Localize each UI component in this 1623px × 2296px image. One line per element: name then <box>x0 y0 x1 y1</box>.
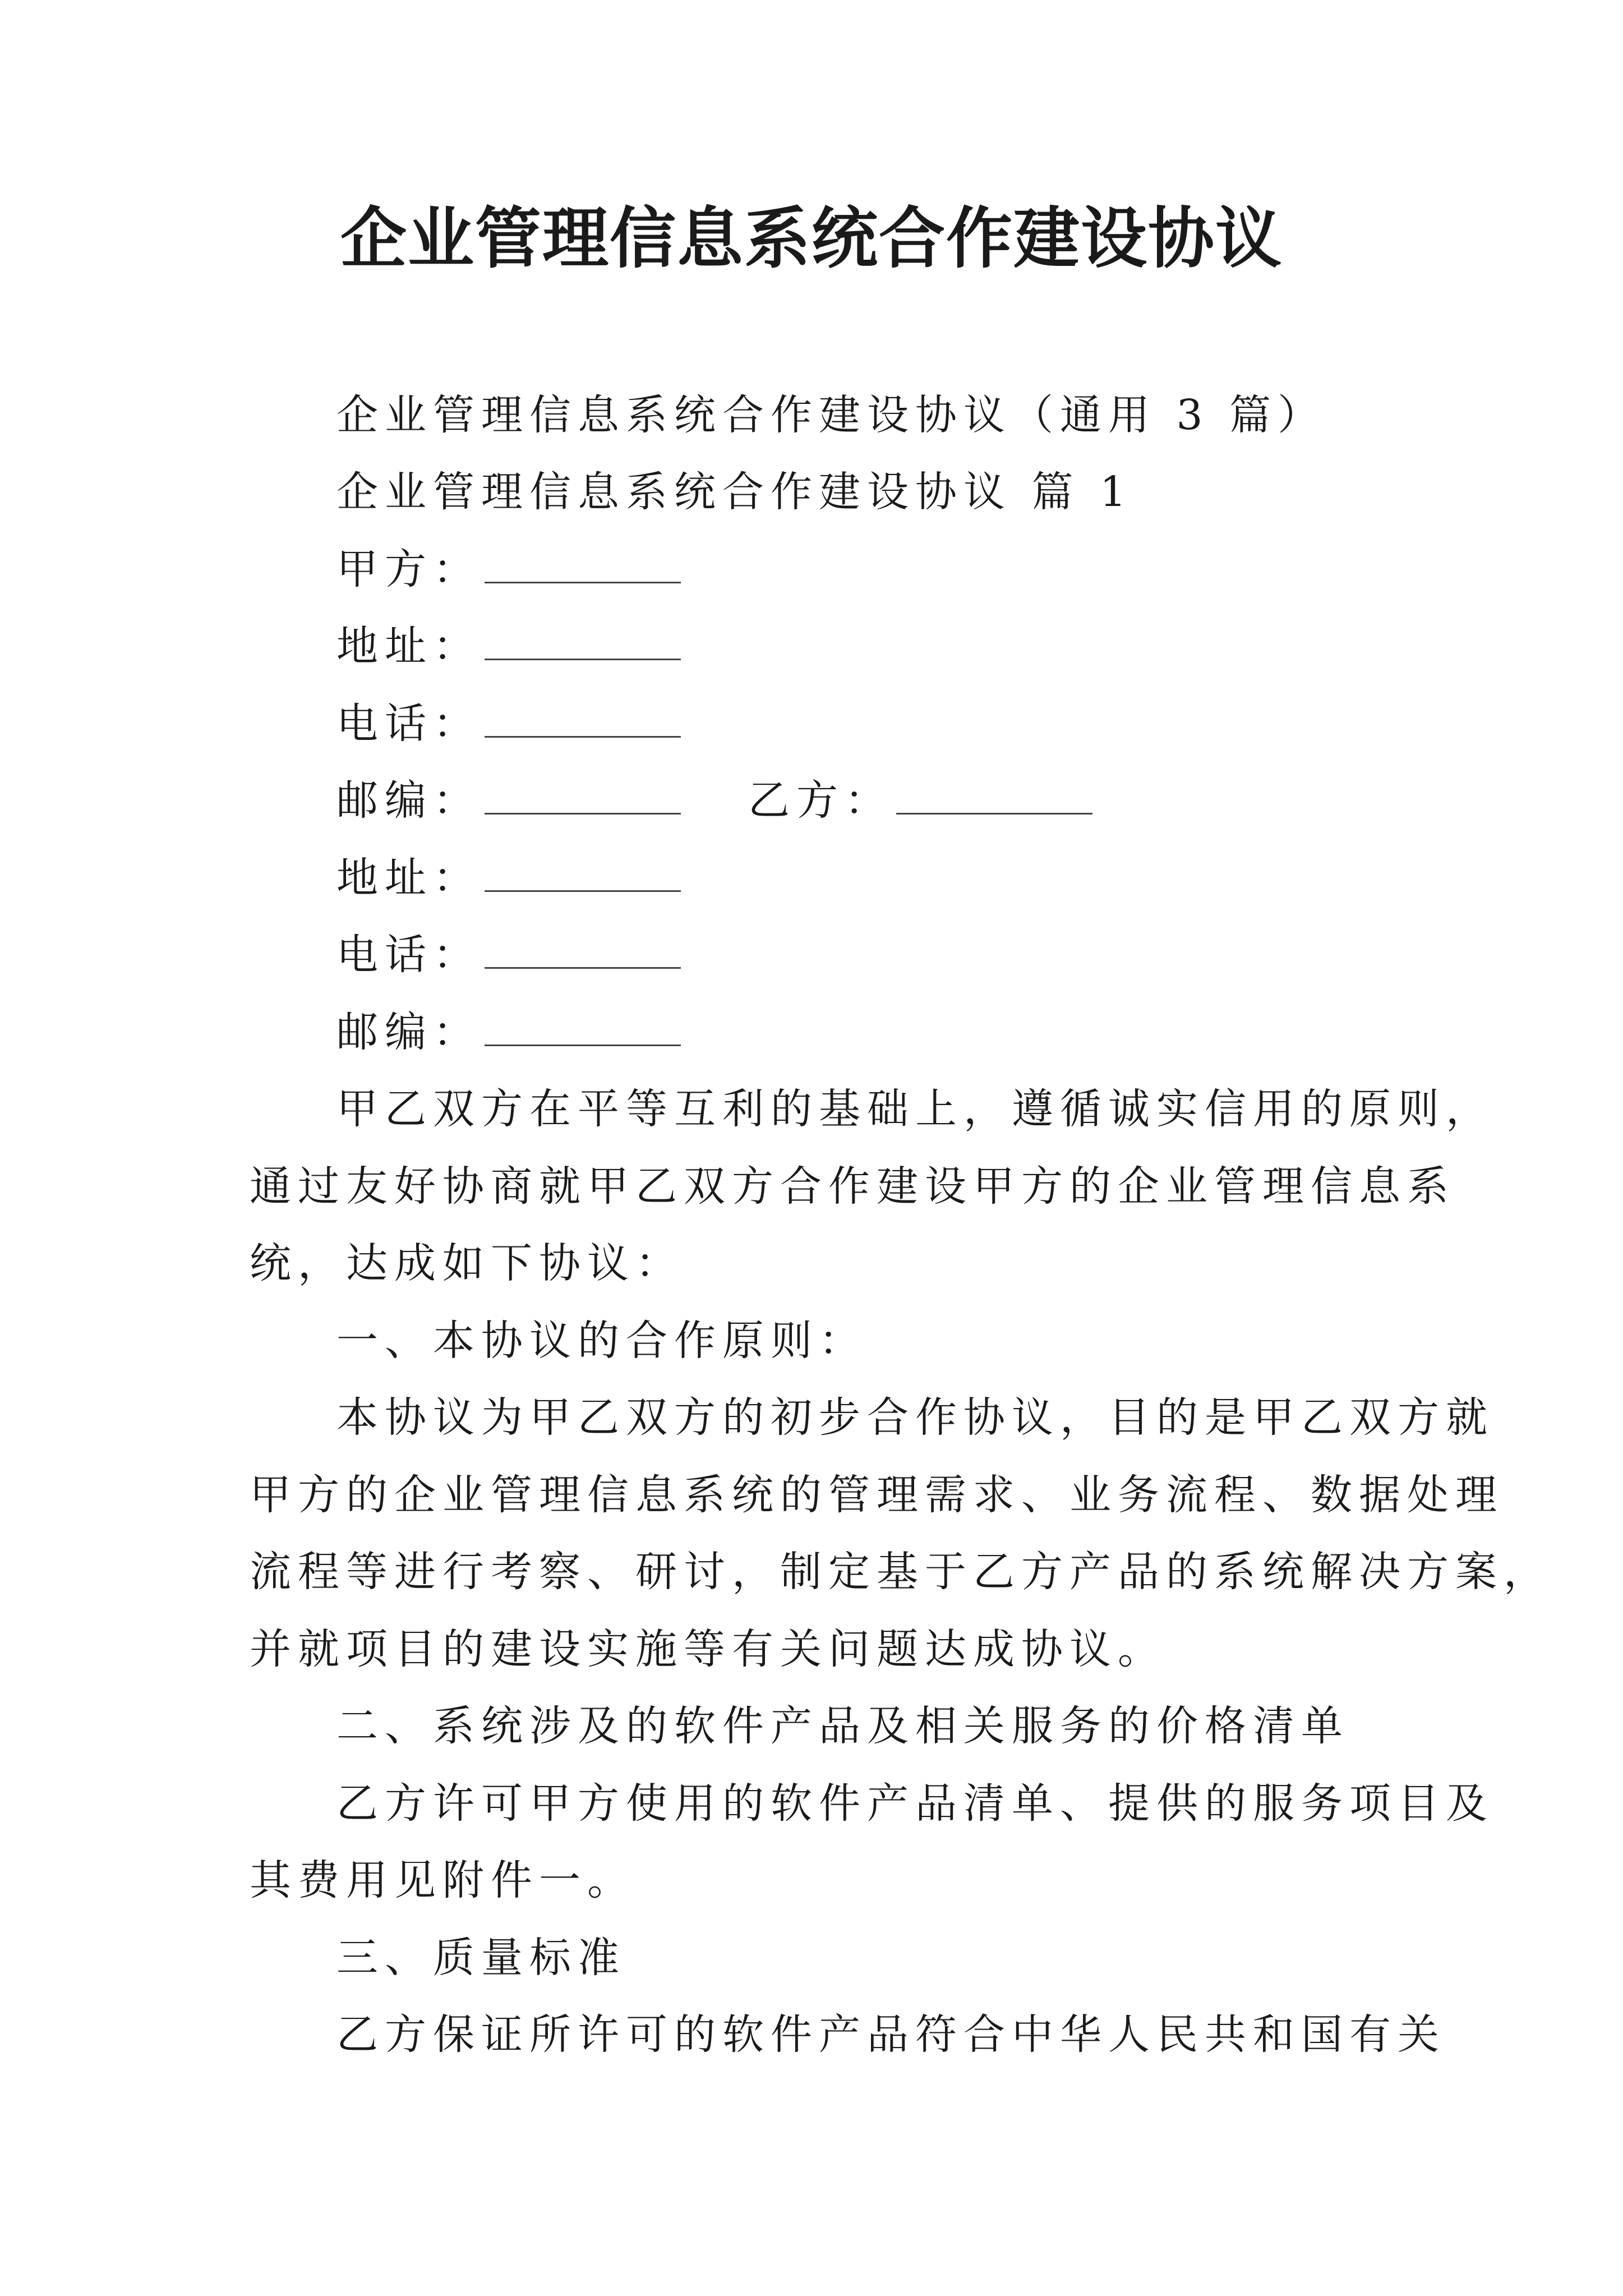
party-a-phone-blank[interactable] <box>485 734 681 738</box>
party-b-name-blank[interactable] <box>896 811 1092 815</box>
document-title: 企业管理信息系统合作建设协议 <box>340 199 1283 277</box>
party-b-postcode-label: 邮编： <box>336 1008 481 1056</box>
clause1-line-3: 流程等进行考察、研讨，制定基于乙方产品的系统解决方案， <box>250 1548 1552 1596</box>
party-a-name-blank[interactable] <box>485 579 681 583</box>
clause1-line-1: 本协议为甲乙双方的初步合作协议，目的是甲乙双方就 <box>336 1393 1494 1442</box>
intro-line-2: 通过友好协商就甲乙双方合作建设甲方的企业管理信息系 <box>250 1162 1455 1211</box>
clause1-line-2: 甲方的企业管理信息系统的管理需求、业务流程、数据处理 <box>250 1471 1504 1519</box>
party-a-name-row <box>336 541 681 597</box>
party-b-postcode-row <box>336 1004 681 1060</box>
party-b-address-blank[interactable] <box>485 888 681 892</box>
party-a-postcode-blank[interactable] <box>485 811 681 815</box>
document-subtitle: 企业管理信息系统合作建设协议（通用 3 篇） <box>336 391 1326 439</box>
party-b-phone-blank[interactable] <box>485 965 681 969</box>
party-a-postcode-label: 邮编： <box>336 776 481 825</box>
party-b-postcode-blank[interactable] <box>485 1042 681 1046</box>
section-heading: 企业管理信息系统合作建设协议 篇 1 <box>336 468 1133 516</box>
party-b-address-label: 地址： <box>336 854 481 902</box>
party-b-phone-row <box>336 927 681 983</box>
party-b-address-row <box>336 850 681 906</box>
party-a-phone-label: 电话： <box>336 700 481 748</box>
party-b-name-label: 乙方： <box>748 776 893 825</box>
clause2-line-1: 乙方许可甲方使用的软件产品清单、提供的服务项目及 <box>336 1779 1494 1828</box>
intro-line-1: 甲乙双方在平等互利的基础上，遵循诚实信用的原则， <box>336 1085 1494 1133</box>
party-a-phone-row <box>336 696 681 752</box>
party-a-name-label: 甲方： <box>336 545 481 593</box>
party-b-name-field <box>748 772 1092 829</box>
clause1-heading: 一、本协议的合作原则： <box>336 1317 867 1365</box>
party-a-address-row <box>336 618 681 674</box>
clause2-line-2: 其费用见附件一。 <box>250 1856 635 1904</box>
clause1-line-4: 并就项目的建设实施等有关问题达成协议。 <box>250 1625 1166 1673</box>
party-a-address-blank[interactable] <box>485 656 681 660</box>
party-b-phone-label: 电话： <box>336 931 481 979</box>
party-a-postcode-row <box>336 772 1092 829</box>
clause2-heading: 二、系统涉及的软件产品及相关服务的价格清单 <box>336 1702 1349 1750</box>
clause3-heading: 三、质量标准 <box>336 1934 626 1982</box>
clause3-line-1: 乙方保证所许可的软件产品符合中华人民共和国有关 <box>336 2010 1446 2059</box>
party-a-address-label: 地址： <box>336 622 481 670</box>
intro-line-3: 统，达成如下协议： <box>250 1239 684 1287</box>
